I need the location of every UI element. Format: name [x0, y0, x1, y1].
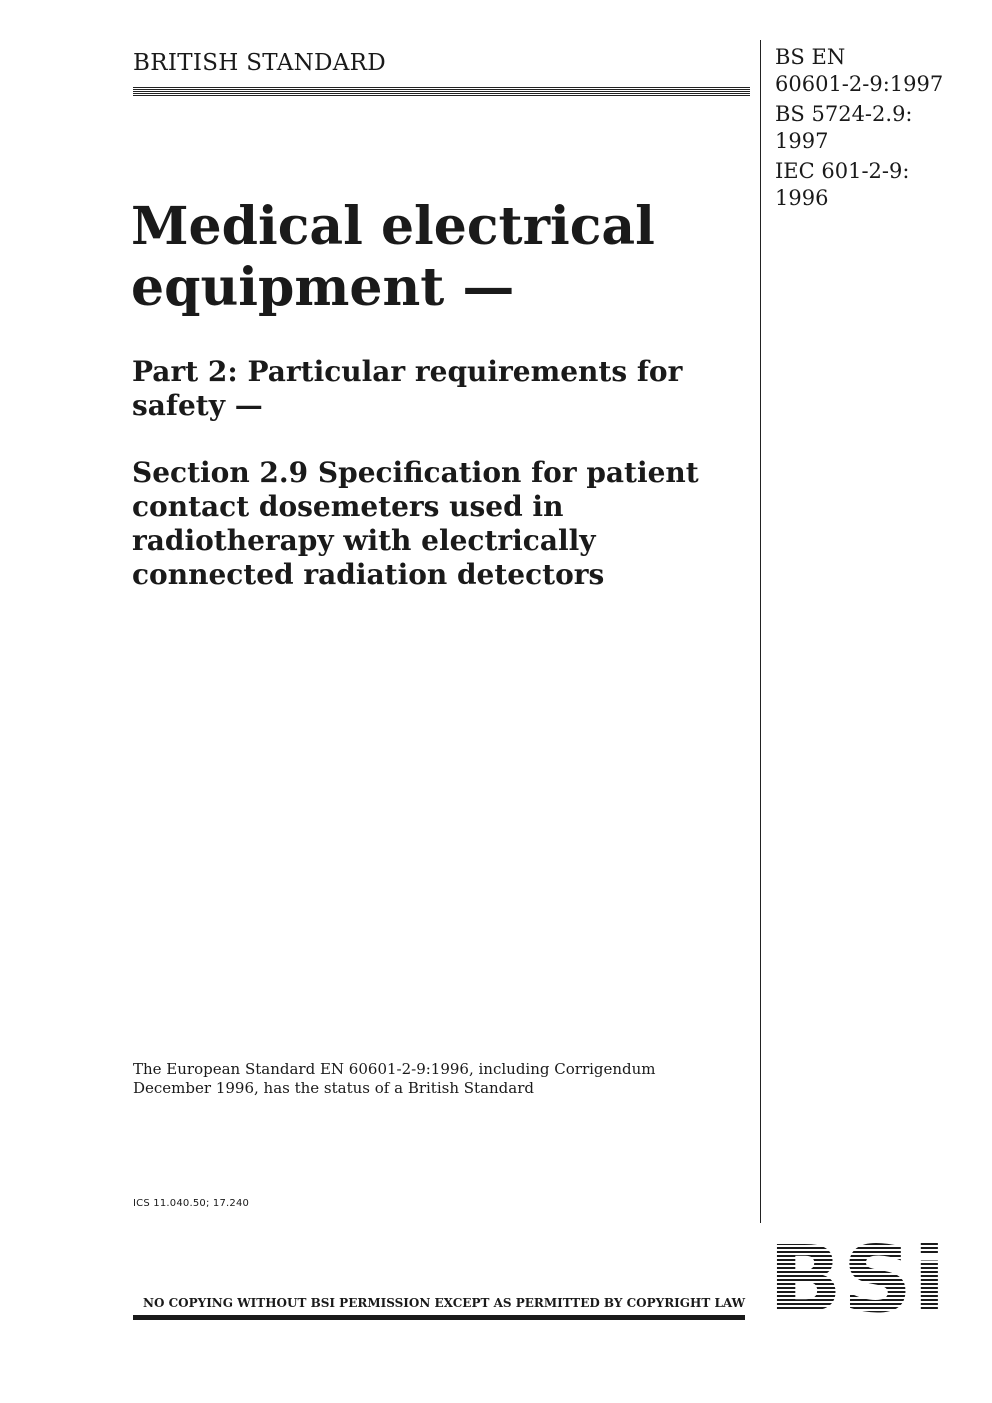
standard-numbers	[775, 44, 975, 215]
bottom-rule	[133, 1315, 745, 1320]
header-label: BRITISH STANDARD	[133, 50, 387, 76]
document-title: Medical electrical equipment —	[131, 196, 655, 318]
bsi-logo-icon	[768, 1243, 946, 1315]
ics-code: ICS 11.040.50; 17.240	[133, 1198, 250, 1209]
copyright-notice: NO COPYING WITHOUT BSI PERMISSION EXCEPT AS PERMITTED BY COPYRIGHT LAW	[143, 1296, 746, 1310]
section-heading: Section 2.9 Specification for patient contact dosemeters used in radiotherapy with electrically connected radiation detectors	[132, 456, 699, 591]
vertical-divider	[760, 40, 761, 1223]
part-heading: Part 2: Particular requirements for safety —	[132, 355, 683, 422]
status-note: The European Standard EN 60601-2-9:1996, including Corrigendum December 1996, has the status of a British Standard	[133, 1060, 656, 1097]
svg-text:BSi: BSi	[768, 1243, 946, 1315]
standard-number-bs: BS 5724-2.9: 1997	[775, 102, 913, 153]
standard-number-iec: IEC 601-2-9: 1996	[775, 159, 910, 210]
standard-number-bs-en: BS EN 60601-2-9:1997	[775, 45, 944, 96]
header-rule	[133, 87, 750, 96]
